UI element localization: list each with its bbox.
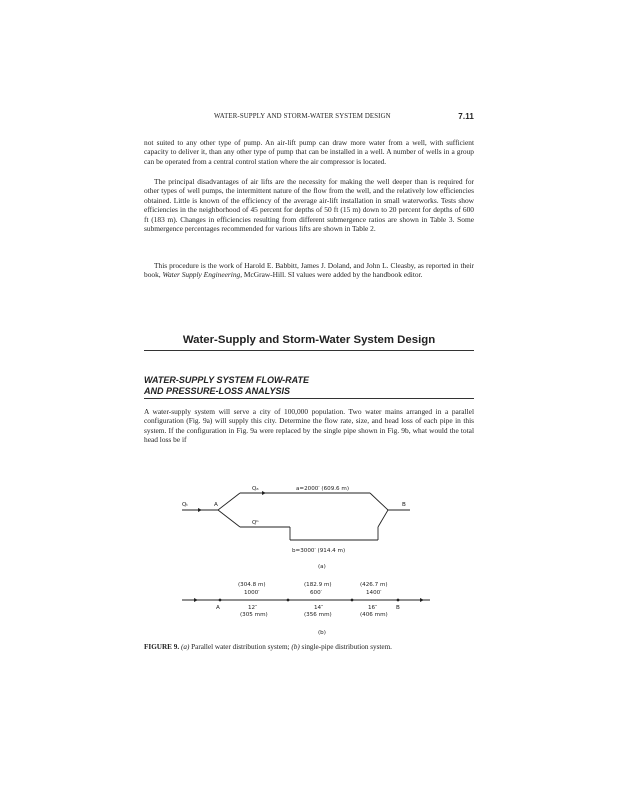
- running-title: WATER-SUPPLY AND STORM-WATER SYSTEM DESIGN: [214, 113, 391, 120]
- procedure-paragraph: A water-supply system will serve a city of 100,000 population. Two water mains arranged in a parallel configuration (Fig. 9a) will supply this city. Determine the flow rate, size, and head loss of each pipe in this system. If the configuration in Fig. 9a were replaced by the single pipe shown in Fig. 9b, what would the total head loss be if: [144, 407, 474, 445]
- seg1-diameter-in: 12″: [248, 605, 258, 611]
- label-pipe-b: b=3000′ (914.4 m): [292, 548, 346, 554]
- figure-9b: [182, 582, 430, 636]
- series-arrow-right: [420, 598, 424, 602]
- sublabel-b: (b): [318, 630, 326, 636]
- seg2-length-ft: 600′: [310, 590, 322, 596]
- figure-9a: [182, 486, 410, 570]
- book-title: Water Supply Engineering: [162, 270, 241, 280]
- procedure-title-line-1: WATER-SUPPLY SYSTEM FLOW-RATE: [144, 375, 309, 385]
- lower-branch-left: [218, 510, 240, 527]
- figure-caption: [144, 643, 474, 652]
- procedure-rule: [144, 398, 474, 399]
- junction-2-dot: [351, 599, 354, 602]
- series-arrow-left: [194, 598, 198, 602]
- label-q-total: Qₜ: [182, 502, 189, 508]
- inflow-arrow: [198, 508, 202, 512]
- caption-part-a: (a): [180, 643, 190, 651]
- caption-end: single-pipe distribution system.: [299, 643, 392, 651]
- seg2-diameter-mm: (356 mm): [304, 612, 332, 618]
- pipe-a-arrow: [262, 491, 266, 495]
- node-a-dot: [219, 599, 222, 602]
- procedure-title: [144, 375, 474, 396]
- body-paragraph-1: not suited to any other type of pump. An air-lift pump can draw more water from a well, with sufficient capacity to deliver it, than any other type of pump that can be installed in a well. A number of wells in a group can be operated from a central control station where the air compressor is located.: [144, 138, 474, 166]
- label-node-a: A: [214, 502, 218, 508]
- section-title: Water-Supply and Storm-Water System Design: [182, 334, 436, 346]
- procedure-title-line-2: AND PRESSURE-LOSS ANALYSIS: [144, 385, 291, 396]
- upper-branch-left: [218, 493, 240, 510]
- caption-part-b: (b): [291, 643, 300, 651]
- seg3-length-ft: 1400′: [366, 590, 382, 596]
- section-rule: [144, 350, 474, 351]
- para3-text-start: This procedure is the work of Harold E. Babbitt, James J. Doland, and John L. Cleasby, as reported in their book,: [144, 261, 474, 280]
- body-paragraph-2: The principal disadvantages of air lifts are the necessity for making the well deeper than is required for other types of well pumps, the intermittent nature of the flow from the well, and the relatively low efficiencies obtained. Little is known of the efficiency of the average air-lift installation in small waterworks. Tests show efficiencies in the neighborhood of 45 percent for depths of 50 ft (15 m) down to 20 percent for depths of 600 ft (183 m). Changes in efficiencies resulting from different submergence ratios are shown in Table 3. Some submergence percentages recommended for various lifts are shown in Table 2.: [144, 177, 474, 234]
- seg1-diameter-mm: (305 mm): [240, 612, 268, 618]
- seg2-diameter-in: 14″: [314, 605, 324, 611]
- upper-branch-right: [370, 493, 388, 510]
- seg2-length-m: (182.9 m): [304, 582, 332, 588]
- label-q-a: Qₐ: [252, 486, 259, 492]
- caption-middle: Parallel water distribution system;: [189, 643, 292, 651]
- body-paragraph-3: [144, 261, 474, 280]
- label-series-node-a: A: [216, 605, 220, 611]
- figure-9: [170, 478, 450, 640]
- caption-label: FIGURE 9.: [144, 643, 180, 651]
- para3-text-end: , McGraw-Hill. SI values were added by the handbook editor.: [240, 270, 423, 280]
- junction-1-dot: [287, 599, 290, 602]
- label-q-b: Qᵇ: [252, 520, 259, 526]
- label-node-b: B: [402, 502, 406, 508]
- label-pipe-a: a=2000′ (609.6 m): [296, 486, 350, 492]
- seg1-length-m: (304.8 m): [238, 582, 266, 588]
- lower-branch-right: [378, 510, 388, 527]
- seg1-length-ft: 1000′: [244, 590, 260, 596]
- seg3-diameter-mm: (406 mm): [360, 612, 388, 618]
- seg3-diameter-in: 16″: [368, 605, 378, 611]
- seg3-length-m: (426.7 m): [360, 582, 388, 588]
- node-b-dot: [397, 599, 400, 602]
- label-series-node-b: B: [396, 605, 400, 611]
- page-number: 7.11: [458, 112, 474, 121]
- sublabel-a: (a): [318, 564, 326, 570]
